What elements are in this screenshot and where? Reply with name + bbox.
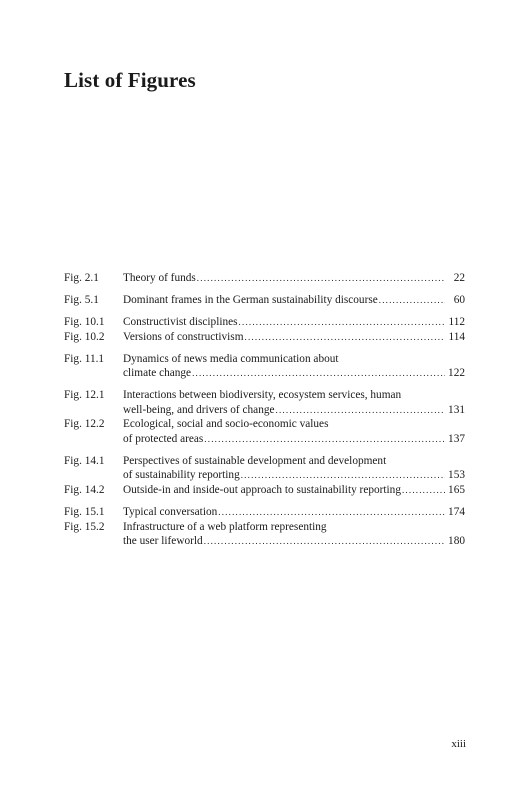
figure-caption-line: of protected areas — [123, 432, 204, 445]
figure-caption — [123, 417, 465, 446]
figure-caption-line: well-being, and drivers of change — [123, 403, 275, 416]
dot-leader — [402, 483, 445, 498]
figure-entry[interactable] — [64, 417, 465, 446]
figure-caption-line: Interactions between biodiversity, ecosystem services, human — [123, 389, 402, 402]
figure-caption — [123, 352, 465, 381]
figure-entry[interactable] — [64, 505, 465, 520]
dot-leader — [192, 366, 445, 381]
figure-page-number: 137 — [448, 432, 465, 445]
figure-page-number: 153 — [448, 469, 465, 482]
figure-page-number: 60 — [453, 293, 465, 306]
figure-number: Fig. 15.2 — [64, 520, 105, 533]
figure-page-number: 165 — [448, 484, 465, 497]
figure-page-number: 131 — [448, 403, 465, 416]
figure-group — [64, 293, 465, 308]
figure-number: Fig. 2.1 — [64, 272, 99, 284]
dot-leader — [218, 505, 445, 520]
figure-caption-line: Typical conversation — [123, 506, 218, 519]
figure-group — [64, 352, 465, 381]
figure-number: Fig. 15.1 — [64, 506, 105, 519]
figure-number: Fig. 12.1 — [64, 389, 105, 402]
dot-leader — [241, 468, 445, 483]
figure-number: Fig. 10.1 — [64, 315, 105, 328]
figure-caption-line: of sustainability reporting — [123, 469, 240, 482]
figure-caption — [123, 388, 465, 417]
figure-caption — [123, 315, 465, 330]
figure-caption-line: Constructivist disciplines — [123, 315, 238, 328]
figure-caption — [123, 505, 465, 520]
figure-page-number: 122 — [448, 367, 465, 380]
page-title: List of Figures — [64, 68, 196, 92]
figure-list — [64, 271, 465, 556]
figure-number: Fig. 10.2 — [64, 330, 105, 343]
figure-entry[interactable] — [64, 330, 465, 345]
figure-caption — [123, 330, 465, 345]
figure-entry[interactable] — [64, 271, 465, 286]
dot-leader — [204, 534, 445, 549]
figure-page-number: 22 — [453, 272, 465, 284]
figure-caption-line: Dynamics of news media communication about — [123, 352, 339, 365]
figure-entry[interactable] — [64, 483, 465, 498]
figure-caption — [123, 454, 465, 483]
figure-page-number: 180 — [448, 535, 465, 548]
figure-caption-line: Ecological, social and socio-economic values — [123, 418, 329, 431]
figure-caption-line: Versions of constructivism — [123, 330, 244, 343]
figure-group — [64, 271, 465, 286]
figure-page-number: 112 — [448, 315, 465, 328]
figure-page-number: 114 — [448, 330, 465, 343]
figure-entry[interactable] — [64, 520, 465, 549]
figure-caption-line: Dominant frames in the German sustainability discourse — [123, 293, 378, 306]
figure-caption — [123, 293, 465, 308]
figure-group — [64, 315, 465, 344]
figure-group — [64, 505, 465, 549]
figure-entry[interactable] — [64, 352, 465, 381]
figure-caption-line: Outside-in and inside-out approach to sustainability reporting — [123, 484, 401, 497]
dot-leader — [239, 315, 445, 330]
figure-caption-line: climate change — [123, 367, 192, 380]
figure-caption — [123, 483, 465, 498]
figure-caption-line: Theory of funds — [123, 272, 196, 284]
figure-entry[interactable] — [64, 293, 465, 308]
figure-number: Fig. 14.2 — [64, 484, 105, 497]
figure-number: Fig. 14.1 — [64, 454, 105, 467]
dot-leader — [276, 403, 445, 418]
dot-leader — [379, 293, 445, 308]
figure-caption — [123, 520, 465, 549]
figure-caption — [123, 271, 465, 286]
figure-entry[interactable] — [64, 388, 465, 417]
figure-group — [64, 454, 465, 498]
figure-group — [64, 388, 465, 446]
figure-caption-line: Perspectives of sustainable development and development — [123, 454, 387, 467]
figure-number: Fig. 12.2 — [64, 418, 105, 431]
figure-entry[interactable] — [64, 454, 465, 483]
figure-number: Fig. 5.1 — [64, 293, 99, 306]
figure-caption-line: Infrastructure of a web platform representing — [123, 520, 327, 533]
dot-leader — [204, 432, 445, 447]
dot-leader — [245, 330, 446, 345]
figure-entry[interactable] — [64, 315, 465, 330]
figure-caption-line: the user lifeworld — [123, 535, 203, 548]
page-number: xiii — [451, 738, 466, 750]
figure-page-number: 174 — [448, 506, 465, 519]
dot-leader — [197, 271, 445, 286]
figure-number: Fig. 11.1 — [64, 352, 105, 365]
